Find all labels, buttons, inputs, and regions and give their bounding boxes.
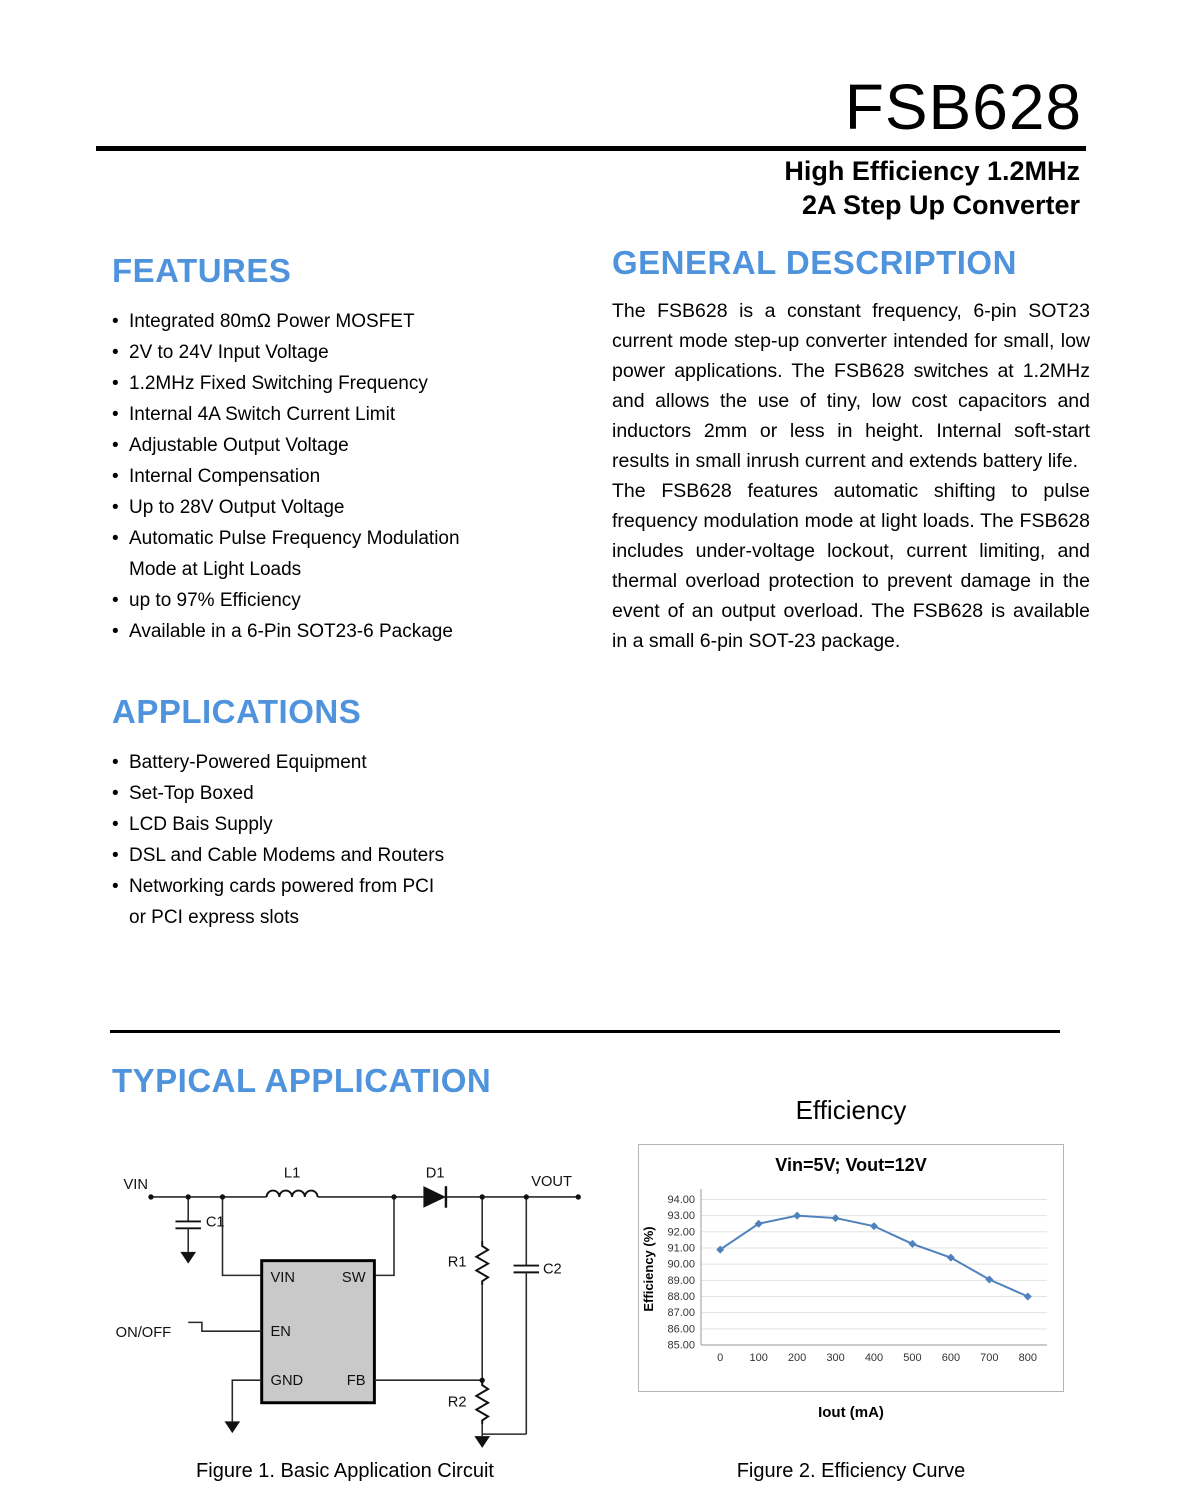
y-tick-label: 85.00 bbox=[667, 1339, 695, 1352]
list-item bbox=[112, 523, 517, 554]
resistor-r2-label: R2 bbox=[447, 1394, 467, 1411]
list-item bbox=[112, 778, 517, 809]
bullet-glyph: • bbox=[112, 342, 119, 363]
data-marker bbox=[947, 1254, 955, 1262]
y-tick-label: 94.00 bbox=[667, 1193, 695, 1206]
bullet-glyph: • bbox=[112, 404, 119, 425]
features-heading: FEATURES bbox=[112, 252, 292, 289]
list-item bbox=[112, 616, 517, 647]
list-item-text: Automatic Pulse Frequency Modulation bbox=[129, 528, 460, 549]
pin-fb: FB bbox=[346, 1373, 366, 1390]
pin-en: EN bbox=[270, 1324, 291, 1341]
subtitle-line1: High Efficiency 1.2MHz bbox=[784, 156, 1080, 186]
description-paragraph: The FSB628 is a constant frequency, 6-pin SOT23 current mode step-up converter intended for small, low power applications. The FSB628 switches at 1.2MHz and allows the use of tiny, low cost capacitors and inductors 2mm or less in height. Internal soft-start results in small inrush current and extends battery life. bbox=[612, 300, 1090, 472]
bullet-glyph: • bbox=[112, 845, 119, 866]
bullet-glyph: • bbox=[112, 590, 119, 611]
on-off-label: ON/OFF bbox=[115, 1325, 172, 1342]
x-tick-label: 0 bbox=[717, 1352, 724, 1364]
list-item bbox=[112, 902, 517, 933]
list-item-text: 2V to 24V Input Voltage bbox=[129, 342, 329, 363]
pin-gnd: GND bbox=[270, 1373, 304, 1390]
x-tick-label: 100 bbox=[749, 1352, 768, 1364]
x-tick-label: 500 bbox=[903, 1352, 922, 1364]
list-item-text: LCD Bais Supply bbox=[129, 814, 273, 835]
description-paragraph: The FSB628 features automatic shifting to pulse frequency modulation mode at light loads. The FSB628 includes under-voltage lockout, current limiting, and thermal overload protection to prevent damage in the event of an output overload. The FSB628 is available in a small 6-pin SOT-23 package. bbox=[612, 480, 1090, 652]
bullet-glyph: • bbox=[112, 373, 119, 394]
resistor-r1 bbox=[476, 1241, 488, 1285]
list-item bbox=[112, 399, 517, 430]
node-dot bbox=[576, 1194, 581, 1199]
section-rule bbox=[110, 1030, 1060, 1033]
list-item-text: or PCI express slots bbox=[129, 907, 299, 928]
efficiency-plot bbox=[639, 1145, 1065, 1393]
data-marker bbox=[1024, 1292, 1032, 1300]
list-item bbox=[112, 461, 517, 492]
x-tick-label: 300 bbox=[826, 1352, 845, 1364]
bullet-glyph: • bbox=[112, 435, 119, 456]
list-item-text: Internal Compensation bbox=[129, 466, 321, 487]
node-dot bbox=[480, 1378, 485, 1383]
list-item-text: Integrated 80mΩ Power MOSFET bbox=[129, 311, 415, 332]
data-marker bbox=[793, 1212, 801, 1220]
list-item-text: DSL and Cable Modems and Routers bbox=[129, 845, 445, 866]
wire bbox=[374, 1197, 394, 1275]
switch-symbol bbox=[188, 1322, 262, 1331]
diode-label: D1 bbox=[425, 1165, 445, 1182]
vin-label: VIN bbox=[123, 1177, 149, 1194]
node-dot bbox=[186, 1194, 191, 1199]
list-item-text: Internal 4A Switch Current Limit bbox=[129, 404, 396, 425]
node-dot bbox=[524, 1194, 529, 1199]
bullet-glyph bbox=[112, 554, 129, 585]
vout-label: VOUT bbox=[531, 1174, 573, 1191]
chart-subtitle: Vin=5V; Vout=12V bbox=[775, 1155, 927, 1175]
efficiency-chart bbox=[638, 1144, 1064, 1392]
list-item-text: Adjustable Output Voltage bbox=[129, 435, 349, 456]
chart-y-axis-label: Efficiency (%) bbox=[641, 1226, 656, 1312]
list-item-text: Battery-Powered Equipment bbox=[129, 752, 367, 773]
bullet-glyph: • bbox=[112, 783, 119, 804]
list-item bbox=[112, 554, 517, 585]
applications-heading: APPLICATIONS bbox=[112, 693, 362, 730]
title-rule bbox=[96, 146, 1086, 151]
bullet-glyph: • bbox=[112, 621, 119, 642]
general-description-heading: GENERAL DESCRIPTION bbox=[612, 244, 1017, 281]
y-tick-label: 86.00 bbox=[667, 1323, 695, 1336]
y-tick-label: 91.00 bbox=[667, 1242, 695, 1255]
capacitor-c2-label: C2 bbox=[542, 1261, 562, 1278]
y-tick-label: 87.00 bbox=[667, 1307, 695, 1320]
diode-d1 bbox=[423, 1186, 446, 1208]
left-column bbox=[112, 252, 517, 933]
list-item-text: 1.2MHz Fixed Switching Frequency bbox=[129, 373, 428, 394]
list-item bbox=[112, 306, 517, 337]
y-tick-label: 90.00 bbox=[667, 1258, 695, 1271]
pin-vin: VIN bbox=[270, 1270, 296, 1287]
list-item-text: Available in a 6-Pin SOT23-6 Package bbox=[129, 621, 453, 642]
node-dot bbox=[148, 1194, 153, 1199]
node-dot bbox=[480, 1194, 485, 1199]
chart-title: Efficiency bbox=[795, 1095, 907, 1125]
data-marker bbox=[870, 1222, 878, 1230]
bullet-glyph: • bbox=[112, 466, 119, 487]
list-item bbox=[112, 430, 517, 461]
inductor-label: L1 bbox=[283, 1165, 301, 1182]
y-tick-label: 93.00 bbox=[667, 1210, 695, 1223]
subtitle-line2: 2A Step Up Converter bbox=[801, 190, 1080, 220]
list-item-text: Mode at Light Loads bbox=[129, 559, 302, 580]
ground-symbol bbox=[474, 1436, 490, 1448]
part-number: FSB628 bbox=[844, 71, 1082, 143]
inductor-l1 bbox=[267, 1191, 318, 1197]
x-tick-label: 700 bbox=[980, 1352, 999, 1364]
list-item-text: Networking cards powered from PCI bbox=[129, 876, 435, 897]
right-column bbox=[612, 244, 1090, 656]
list-item bbox=[112, 368, 517, 399]
list-item bbox=[112, 585, 517, 616]
subtitle bbox=[784, 154, 1080, 222]
y-tick-label: 88.00 bbox=[667, 1290, 695, 1303]
figure1-caption: Figure 1. Basic Application Circuit bbox=[196, 1460, 494, 1482]
list-item bbox=[112, 492, 517, 523]
bullet-glyph: • bbox=[112, 814, 119, 835]
resistor-r1-label: R1 bbox=[447, 1254, 467, 1271]
y-tick-label: 92.00 bbox=[667, 1226, 695, 1239]
chart-x-axis-label: Iout (mA) bbox=[818, 1404, 884, 1421]
list-item bbox=[112, 840, 517, 871]
resistor-r2 bbox=[476, 1380, 488, 1424]
bullet-glyph: • bbox=[112, 528, 119, 549]
data-marker bbox=[908, 1240, 916, 1248]
bullet-glyph: • bbox=[112, 752, 119, 773]
list-item bbox=[112, 337, 517, 368]
features-list bbox=[112, 306, 517, 647]
figure2-caption: Figure 2. Efficiency Curve bbox=[736, 1460, 966, 1482]
node-dot bbox=[391, 1194, 396, 1199]
y-tick-label: 89.00 bbox=[667, 1274, 695, 1287]
ground-symbol bbox=[180, 1252, 196, 1264]
list-item bbox=[112, 747, 517, 778]
bullet-glyph bbox=[112, 902, 129, 933]
x-tick-label: 600 bbox=[941, 1352, 961, 1364]
capacitor-c1-label: C1 bbox=[205, 1214, 225, 1231]
list-item-text: Up to 28V Output Voltage bbox=[129, 497, 345, 518]
ground-symbol bbox=[224, 1421, 240, 1433]
data-marker bbox=[985, 1276, 993, 1284]
applications-list bbox=[112, 747, 517, 933]
list-item-text: Set-Top Boxed bbox=[129, 783, 254, 804]
bullet-glyph: • bbox=[112, 497, 119, 518]
list-item bbox=[112, 871, 517, 902]
bullet-glyph: • bbox=[112, 311, 119, 332]
typical-application-heading: TYPICAL APPLICATION bbox=[112, 1062, 492, 1099]
bullet-glyph: • bbox=[112, 876, 119, 897]
application-circuit-diagram bbox=[100, 1125, 590, 1460]
node-dot bbox=[220, 1194, 225, 1199]
x-tick-label: 800 bbox=[1018, 1352, 1037, 1364]
wire bbox=[223, 1197, 262, 1275]
list-item bbox=[112, 809, 517, 840]
list-item-text: up to 97% Efficiency bbox=[129, 590, 301, 611]
x-tick-label: 200 bbox=[787, 1352, 807, 1364]
pin-sw: SW bbox=[341, 1270, 366, 1287]
x-tick-label: 400 bbox=[864, 1352, 884, 1364]
wire bbox=[232, 1380, 261, 1421]
general-description-text bbox=[612, 296, 1090, 656]
